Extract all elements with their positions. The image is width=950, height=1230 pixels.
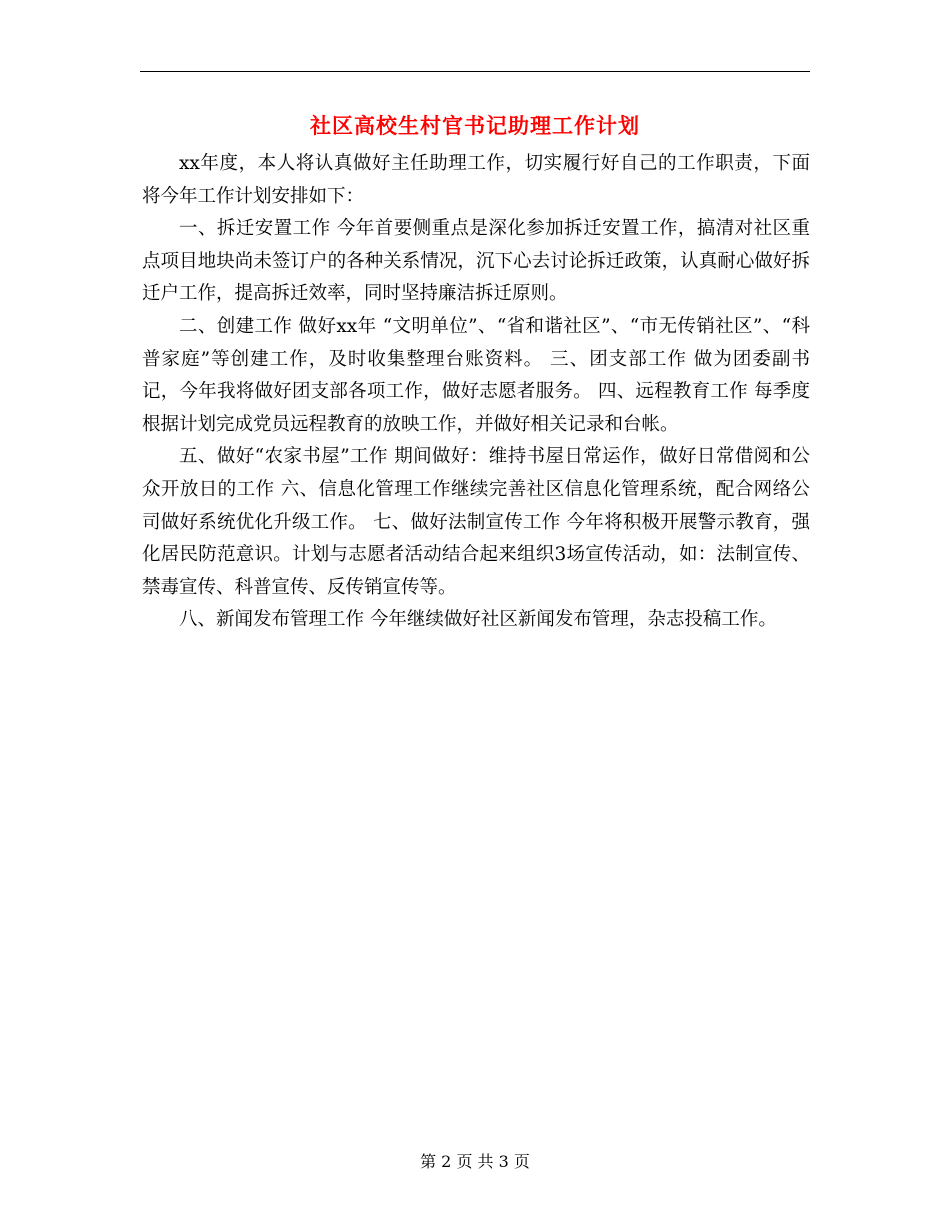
document-title: 社区高校生村官书记助理工作计划 [310, 113, 640, 138]
paragraph-demolition: 一、拆迁安置工作 今年首要侧重点是深化参加拆迁安置工作，搞清对社区重点项目地块尚未签订户的各种关系情况，沉下心去讨论拆迁政策，认真耐心做好拆迁户工作，提高拆迁效率，同时坚持廉洁拆迁原则。 [142, 218, 810, 305]
paragraph-intro: xx年度，本人将认真做好主任助理工作，切实履行好自己的工作职责，下面将今年工作计划安排如下： [142, 153, 810, 207]
document-body [142, 148, 810, 637]
header-rule [140, 71, 810, 72]
paragraph-library: 五、做好“农家书屋”工作 期间做好：维持书屋日常运作，做好日常借阅和公众开放日的工作 六、信息化管理工作继续完善社区信息化管理系统，配合网络公司做好系统优化升级工作。 七、做好法制宣传工作 今年将积极开展警示教育，强化居民防范意识。计划与志愿者活动结合起来组织3场宣传活动，如：法制宣传、禁毒宣传、科普宣传、反传销宣传等。 [142, 446, 810, 598]
page-number: 第 2 页 共 3 页 [420, 1152, 530, 1171]
paragraph-news: 八、新闻发布管理工作 今年继续做好社区新闻发布管理，杂志投稿工作。 [179, 609, 777, 631]
page-footer [0, 1150, 950, 1174]
paragraph-creation: 二、创建工作 做好xx年 “文明单位”、“省和谐社区”、“市无传销社区”、“科普家庭”等创建工作，及时收集整理台账资料。 三、团支部工作 做为团委副书记，今年我将做好团支部各项工作，做好志愿者服务。 四、远程教育工作 每季度根据计划完成党员远程教育的放映工作，并做好相关记录和台帐。 [142, 315, 810, 435]
